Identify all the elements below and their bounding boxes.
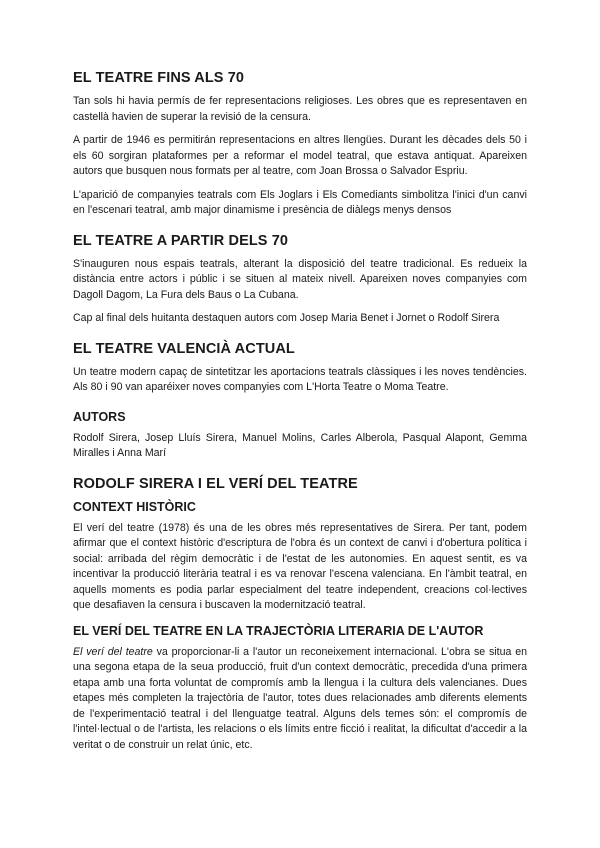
paragraph: Cap al final dels huitanta destaquen autors com Josep Maria Benet i Jornet o Rodolf Sirera (73, 312, 500, 324)
section-title-rodolf-sirera: RODOLF SIRERA I EL VERÍ DEL TEATRE (73, 475, 358, 492)
section-title-teatre-a-partir-70: EL TEATRE A PARTIR DELS 70 (73, 232, 289, 249)
paragraph: Un teatre modern capaç de sintetitzar les aportacions teatrals clàssiques i les noves tendències. Als 80 i 90 van aparéixer noves companyies com L'Horta Teatre o Moma Teatre. (73, 365, 527, 393)
paragraph (73, 645, 527, 754)
paragraph: Tan sols hi havia permís de fer representacions religioses. Les obres que es representaven en castellà havien de superar la revisió de la censura. (73, 95, 527, 123)
paragraph-text: va proporcionar-li a l'autor un reconeixement internacional. L'obra se situa en una segona etapa de la seua producció, fruit d'un context democràtic, precedida d'una primera etapa amb una forta voluntat de compromís amb la llengua i la cultura dels valencianes. Dues etapes més completen la trajectòria de l'autor, totes dues relacionades amb diferents elements de l'experimentació teatral i del llenguatge teatral. Alguns dels temes són: el compromís de l'intel·lectual o de l'artista, les relacions o els límits entre ficció i realitat, la dificultat d'accedir a la veritat o de construir un relat únic, etc. (73, 645, 527, 751)
subsection-title-context-historic: CONTEXT HISTÒRIC (73, 499, 196, 514)
work-title: El verí del teatre (73, 645, 153, 658)
section-title-teatre-valencia-actual: EL TEATRE VALENCIÀ ACTUAL (73, 340, 295, 357)
paragraph: A partir de 1946 es permitirán representacions en altres llengües. Durant les dècades dels 50 i els 60 sorgiran plataformes per a reformar el model teatral, que estava antiquat. Apareixen autors que busquen nous formats per al teatre, com Joan Brossa o Salvador Espriu. (73, 134, 527, 177)
subsection-title-trajectoria: EL VERÍ DEL TEATRE EN LA TRAJECTÒRIA LITERARIA DE L'AUTOR (73, 623, 484, 638)
paragraph: Rodolf Sirera, Josep Lluís Sirera, Manuel Molins, Carles Alberola, Pasqual Alapont, Gemma Miralles i Anna Marí (73, 431, 527, 459)
section-title-autors: AUTORS (73, 409, 126, 424)
paragraph: S'inauguren nous espais teatrals, alterant la disposició del teatre tradicional. Es redueix la distància entre actors i públic i se situen al mateix nivell. Apareixen noves companyies com Dagoll Dagom, La Fura dels Baus o La Cubana. (73, 257, 527, 301)
section-title-teatre-fins-70: EL TEATRE FINS ALS 70 (73, 70, 245, 86)
paragraph: L'aparició de companyies teatrals com Els Joglars i Els Comediants simbolitza l'inici d'un canvi en l'escenari teatral, amb major dinamisme i presència de diàlegs menys densos (73, 188, 527, 216)
paragraph: El verí del teatre (1978) és una de les obres més representatives de Sirera. Per tant, podem afirmar que el context històric d'escriptura de l'obra és un context de canvi i d'obertura política i social: arribada del règim democràtic i de l'estat de les autonomies. En aquest sentit, es va incentivar la producció literària teatral i es va renovar l'escena valenciana. En l'àmbit teatral, en aquells moments es podia parlar especialment del teatre independent, creacions col·lectives que desafiaven la censura i buscaven la modernització teatral. (73, 521, 527, 611)
document-page (73, 70, 527, 761)
